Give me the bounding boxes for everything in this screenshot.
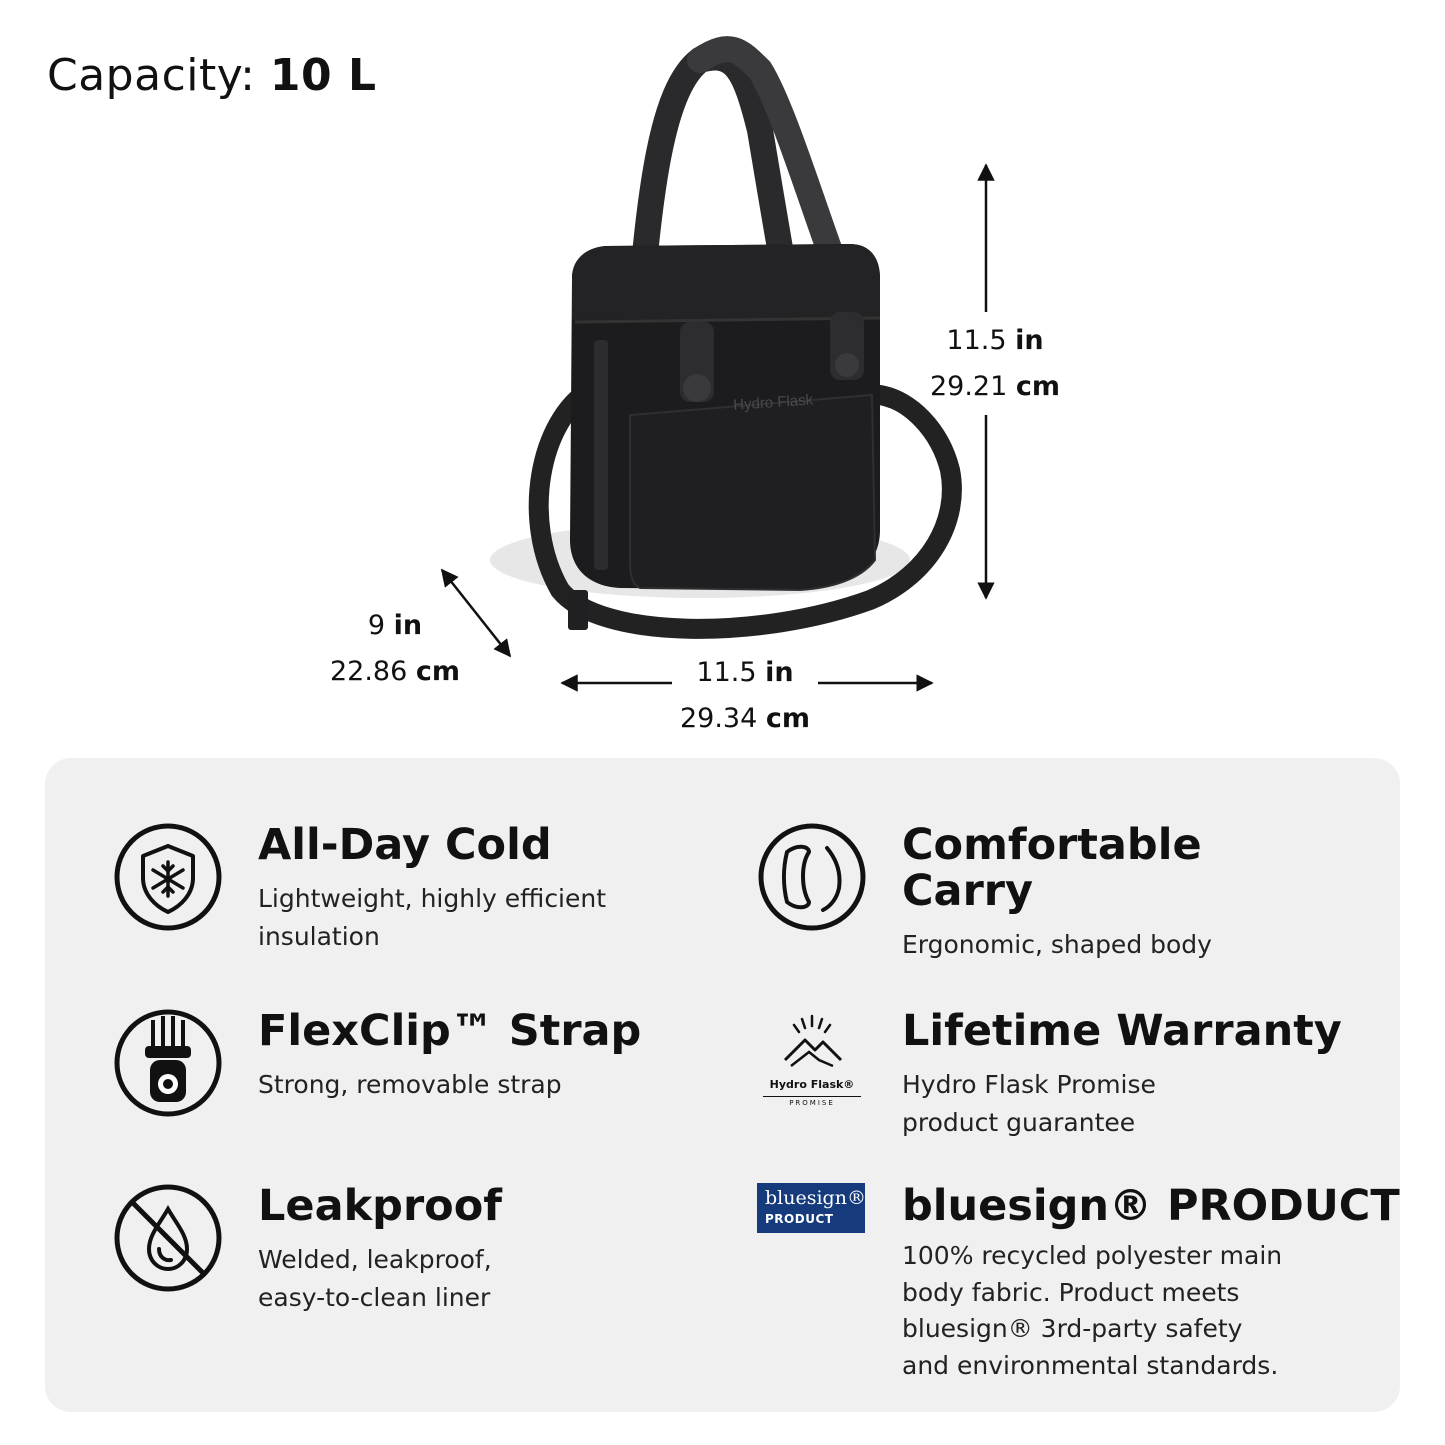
feature-description xyxy=(258,1066,562,1104)
promise-brand: Hydro Flask® xyxy=(769,1078,855,1091)
capacity-label: Capacity: xyxy=(47,50,256,101)
snowflake-shield-icon xyxy=(113,822,223,932)
height-cm-unit: cm xyxy=(1015,371,1061,402)
feature-desc-line: Welded, leakproof, xyxy=(258,1245,492,1274)
feature-desc-line: Hydro Flask Promise xyxy=(902,1070,1156,1099)
width-in-value: 11.5 xyxy=(696,657,757,688)
side-daisy-chain xyxy=(594,340,608,570)
feature-title: All-Day Cold xyxy=(258,820,552,870)
feature-desc-line: and environmental standards. xyxy=(902,1350,1279,1380)
strap-clip-left-knob xyxy=(683,374,711,402)
feature-desc-line: Strong, removable strap xyxy=(258,1070,562,1099)
feature-desc-line: easy-to-clean liner xyxy=(258,1283,491,1312)
width-cm-unit: cm xyxy=(765,703,811,734)
strap-clip-right-knob xyxy=(835,353,859,377)
ergonomic-body-icon xyxy=(757,822,867,932)
bag-lid xyxy=(572,244,880,320)
feature-desc-line: insulation xyxy=(258,922,380,951)
feature-title: FlexClip™ Strap xyxy=(258,1006,642,1056)
bluesign-logo-line2: PRODUCT xyxy=(765,1212,834,1226)
height-dimension xyxy=(905,318,1085,410)
feature-desc-line: bluesign® 3rd-party safety xyxy=(902,1314,1243,1343)
promise-sub: PROMISE xyxy=(763,1096,861,1108)
feature-description xyxy=(258,1241,492,1317)
depth-dimension xyxy=(305,603,485,695)
feature-desc-line: Lightweight, highly efficient xyxy=(258,884,607,913)
feature-title: Comfortable Carry xyxy=(902,820,1202,916)
feature-description xyxy=(258,880,606,956)
height-in-value: 11.5 xyxy=(946,325,1007,356)
feature-description xyxy=(902,1238,1282,1384)
promise-logo-icon xyxy=(757,1008,867,1118)
depth-in-value: 9 xyxy=(367,610,386,641)
feature-desc-line: body fabric. Product meets xyxy=(902,1277,1240,1307)
feature-desc-line: 100% recycled polyester main xyxy=(902,1241,1283,1270)
depth-cm-value: 22.86 xyxy=(329,656,408,687)
feature-title: Lifetime Warranty xyxy=(902,1006,1342,1056)
front-pocket xyxy=(630,395,875,590)
feature-title: bluesign® PRODUCT xyxy=(902,1181,1400,1231)
feature-title: Leakproof xyxy=(258,1181,502,1231)
strap-buckle xyxy=(568,590,588,630)
bluesign-logo-line1: bluesign® xyxy=(765,1187,866,1209)
feature-desc-line: product guarantee xyxy=(902,1108,1136,1137)
width-dimension xyxy=(655,650,835,742)
depth-in-unit: in xyxy=(393,610,423,641)
width-in-unit: in xyxy=(765,657,794,688)
depth-cm-unit: cm xyxy=(415,656,461,687)
capacity-value: 10 L xyxy=(269,50,377,101)
height-cm-value: 29.21 xyxy=(929,371,1008,402)
bag-brand-logo: Hydro Flask xyxy=(732,391,814,414)
feature-desc-line: Ergonomic, shaped body xyxy=(902,930,1212,959)
feature-description xyxy=(902,926,1212,964)
strap-clip-icon xyxy=(113,1008,223,1118)
bluesign-logo-icon xyxy=(757,1183,865,1233)
no-drip-icon xyxy=(113,1183,223,1293)
width-cm-value: 29.34 xyxy=(679,703,758,734)
feature-description xyxy=(902,1066,1156,1142)
height-in-unit: in xyxy=(1015,325,1044,356)
